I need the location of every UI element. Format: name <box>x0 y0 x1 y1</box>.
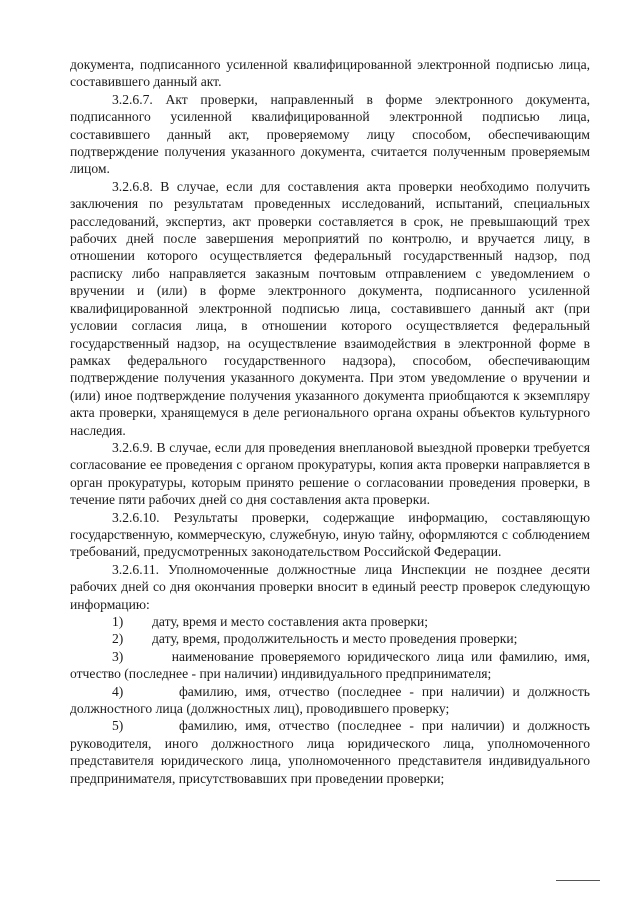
list-item <box>70 648 590 683</box>
list-item <box>70 630 590 647</box>
list-item <box>70 717 590 787</box>
list-item-number: 2) <box>112 631 124 647</box>
list-item-text: дату, время и место составления акта проверки; <box>152 614 429 629</box>
paragraph-3-2-6-11: 3.2.6.11. Уполномоченные должностные лица Инспекции не позднее десяти рабочих дней со дня окончания проверки вносит в единый реестр проверок следующую информацию: <box>70 561 590 612</box>
paragraph-3-2-6-8: 3.2.6.8. В случае, если для составления акта проверки необходимо получить заключения по результатам проведенных исследований, испытаний, специальных расследований, экспертиз, акт проверки составляется в срок, не превышающий трех рабочих дней после завершения мероприятий по контролю, и вручается лицу, в отношении которого осуществляется федеральный государственный надзор, под расписку либо направляется заказным почтовым отправлением с уведомлением о вручении и (или) в форме электронного документа, подписанного усиленной квалифицированной электронной подписью лица, составившего данный акт (при условии согласия лица, в отношении которого осуществляется федеральный государственный надзор, на осуществление взаимодействия в электронной форме в рамках федерального государственного надзора), способом, обеспечивающим подтверждение получения указанного документа. При этом уведомление о вручении и (или) иное подтверждение получения указанного документа приобщаются к экземпляру акта проверки, хранящемуся в деле регионального органа охраны объектов культурного наследия. <box>70 178 590 438</box>
list-item-text: фамилию, имя, отчество (последнее - при наличии) и должность должностного лица (должностных лиц), проводившего проверку; <box>70 683 590 717</box>
list-item-text: фамилию, имя, отчество (последнее - при наличии) и должность руководителя, иного должностного лица юридического лица, уполномоченного представителя юридического лица, уполномоченного представителя индивидуального предпринимателя, присутствовавших при проведении проверки; <box>70 718 590 786</box>
document-page <box>70 56 590 787</box>
list-item-number: 3) <box>112 648 124 664</box>
paragraph-3-2-6-7: 3.2.6.7. Акт проверки, направленный в форме электронного документа, подписанного усиленной квалифицированной электронной подписью лица, составившего данный акт, проверяемому лицу способом, обеспечивающим подтверждение получения указанного документа, считается полученным проверяемым лицом. <box>70 91 590 177</box>
list-item-number: 4) <box>112 683 124 699</box>
paragraph-3-2-6-10: 3.2.6.10. Результаты проверки, содержащие информацию, составляющую государственную, коммерческую, служебную, иную тайну, оформляются с соблюдением требований, предусмотренных законодательством Российской Федерации. <box>70 509 590 560</box>
list-item-number: 1) <box>112 614 124 629</box>
footer-divider <box>556 880 600 881</box>
paragraph-continuation: документа, подписанного усиленной квалифицированной электронной подписью лица, составившего данный акт. <box>70 57 590 90</box>
list-item <box>70 613 590 630</box>
paragraph-3-2-6-9: 3.2.6.9. В случае, если для проведения внеплановой выездной проверки требуется согласование ее проведения с органом прокуратуры, копия акта проверки направляется в орган прокуратуры, которым принято решение о согласовании проведения проверки, в течение пяти рабочих дней со дня составления акта проверки. <box>70 439 590 508</box>
list-item <box>70 683 590 718</box>
list-item-text: дату, время, продолжительность и место проведения проверки; <box>152 631 518 647</box>
list-item-text: наименование проверяемого юридического лица или фамилию, имя, отчество (последнее - при наличии) индивидуального предпринимателя; <box>70 648 590 682</box>
list-item-number: 5) <box>112 718 124 734</box>
